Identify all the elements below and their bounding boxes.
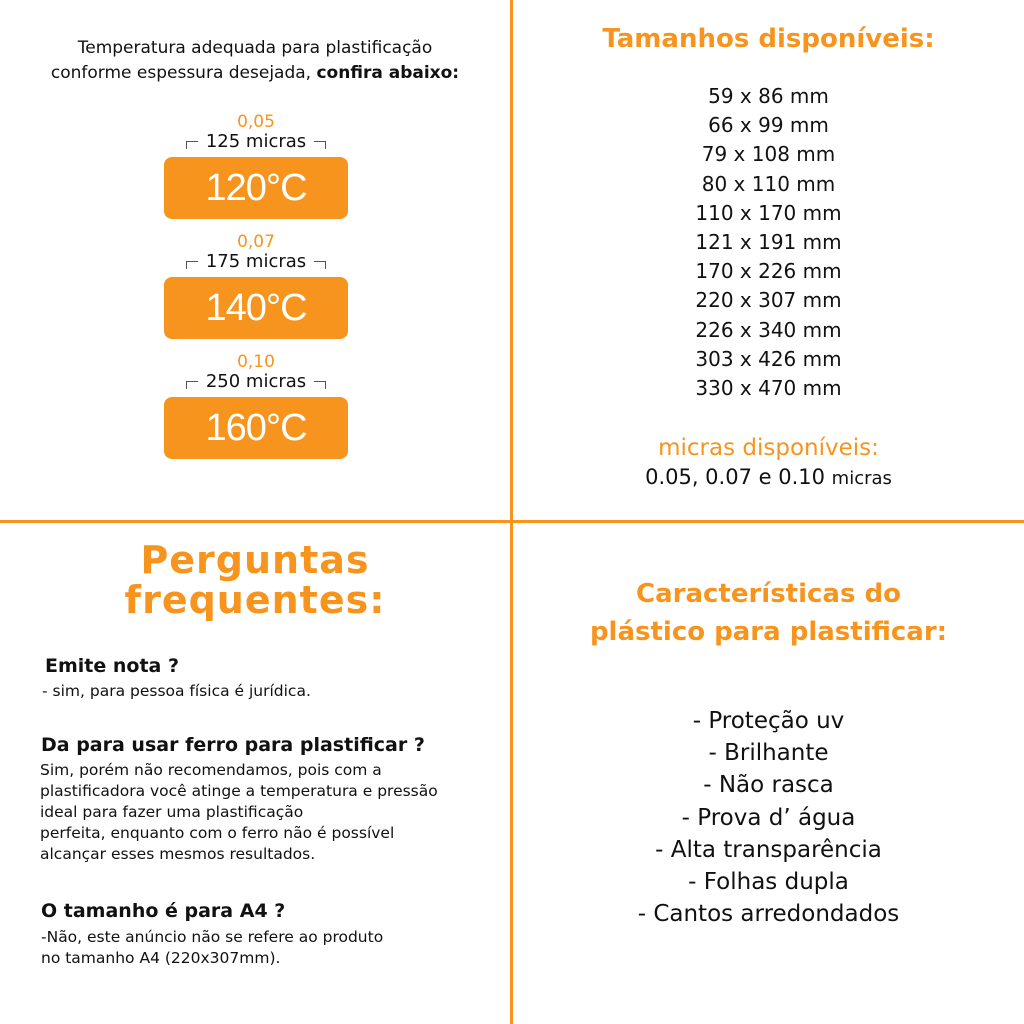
feature-item: - Brilhante (708, 740, 829, 767)
feature-item: - Proteção uv (692, 708, 845, 734)
intro-line-1: Temperatura adequada para plastificação (77, 38, 433, 58)
size-item: 59 x 86 mm (708, 84, 829, 108)
size-item: 66 x 99 mm (708, 113, 829, 138)
faq-answer-3 (41, 927, 383, 969)
size-item: 79 x 108 mm (701, 142, 836, 167)
temperature-item-1 (164, 113, 348, 219)
micras-values-text: 0.05, 0.07 e 0.10 (645, 465, 825, 489)
size-item: 220 x 307 mm (695, 288, 842, 313)
faq-answer-2-line: alcançar esses mesmos resultados. (40, 845, 316, 863)
temperature-item-2 (164, 233, 348, 339)
bracket-right (314, 141, 326, 149)
bracket-right (314, 381, 326, 389)
feature-item: - Cantos arredondados (637, 901, 900, 928)
bracket-right (314, 261, 326, 269)
faq-answer-2 (40, 760, 438, 865)
feature-item: - Não rasca (703, 772, 834, 799)
features-title (513, 575, 1024, 651)
size-item: 110 x 170 mm (695, 200, 842, 225)
size-item: 303 x 426 mm (695, 346, 842, 371)
size-item: 226 x 340 mm (695, 317, 842, 342)
faq-answer-2-line: perfeita, enquanto com o ferro não é possível (40, 824, 395, 842)
faq-question-1: Emite nota ? (45, 655, 179, 677)
intro-line-2 (0, 61, 510, 86)
faq-answer-2-line: ideal para fazer uma plastificação (40, 803, 304, 821)
size-item: 330 x 470 mm (695, 376, 842, 401)
temperature-badge: 160°C (164, 397, 348, 459)
temperature-item-3 (164, 353, 348, 459)
micras-row (164, 131, 348, 153)
micras-title: micras disponíveis: (658, 435, 879, 461)
temperature-badge: 140°C (164, 277, 348, 339)
bracket-left (186, 141, 198, 149)
sizes-title: Tamanhos disponíveis: (602, 24, 935, 54)
features-list (513, 705, 1024, 930)
features-title-line-1: Características do (636, 579, 901, 609)
bracket-left (186, 381, 198, 389)
faq-answer-2-line: Sim, porém não recomendamos, pois com a (40, 761, 382, 779)
faq-question-2: Da para usar ferro para plastificar ? (41, 734, 425, 756)
faq-title-line-2: frequentes: (124, 578, 386, 622)
micras-label: 250 micras (205, 371, 307, 392)
micras-unit: micras (831, 468, 892, 489)
intro-line-2-text: conforme espessura desejada, (50, 63, 317, 83)
micras-label: 175 micras (205, 251, 307, 272)
size-item: 80 x 110 mm (701, 171, 836, 196)
faq-title (0, 540, 510, 620)
temperature-intro (0, 36, 510, 86)
thickness-label: 0,07 (237, 232, 275, 252)
feature-item: - Folhas dupla (688, 869, 849, 896)
faq-question-3: O tamanho é para A4 ? (41, 900, 286, 922)
faq-answer-1: - sim, para pessoa física é jurídica. (42, 682, 311, 700)
faq-answer-3-line: -Não, este anúncio não se refere ao produto (41, 928, 384, 946)
thickness-label: 0,10 (237, 352, 275, 372)
micras-row (164, 251, 348, 273)
micras-values (513, 465, 1024, 489)
feature-item: - Alta transparência (655, 836, 882, 863)
micras-row (164, 371, 348, 393)
feature-item: - Prova d’ água (681, 804, 856, 831)
features-title-line-2: plástico para plastificar: (589, 617, 948, 647)
micras-label: 125 micras (205, 131, 307, 152)
temperature-badge: 120°C (164, 157, 348, 219)
bracket-left (186, 261, 198, 269)
intro-line-2-bold: confira abaixo: (316, 63, 460, 83)
size-item: 121 x 191 mm (695, 230, 842, 255)
faq-answer-3-line: no tamanho A4 (220x307mm). (41, 949, 281, 967)
size-item: 170 x 226 mm (695, 259, 842, 284)
faq-answer-2-line: plastificadora você atinge a temperatura e pressão (40, 782, 438, 800)
sizes-list (513, 82, 1024, 403)
horizontal-divider (0, 520, 1024, 523)
faq-title-line-1: Perguntas (140, 538, 370, 582)
thickness-label: 0,05 (237, 112, 275, 132)
